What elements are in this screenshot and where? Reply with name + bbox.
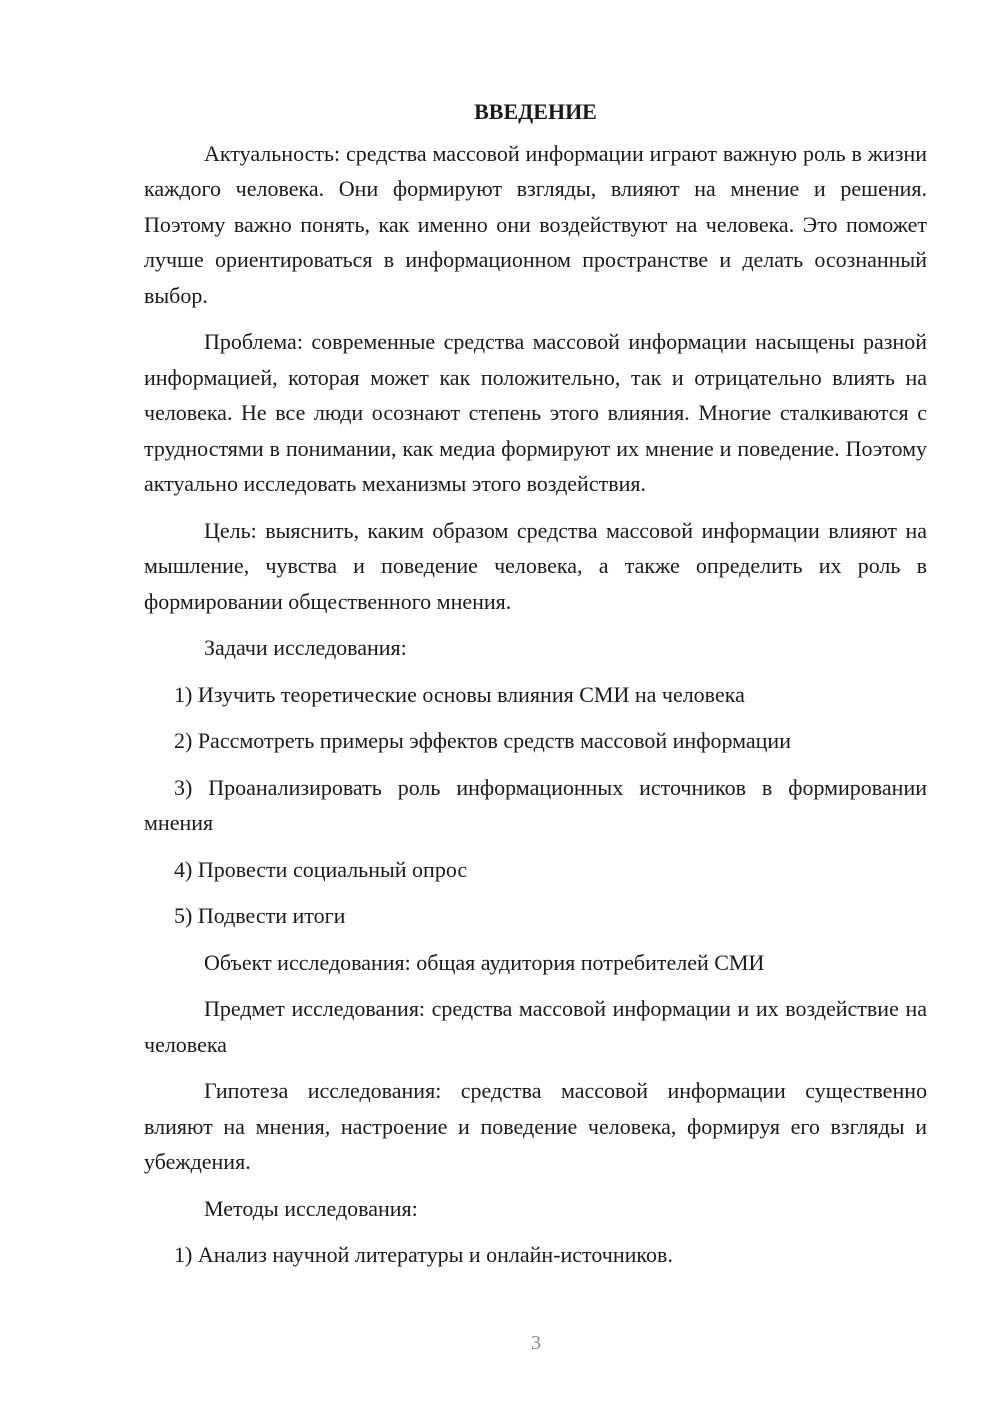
tasks-title: Задачи исследования: <box>204 635 407 660</box>
task-item-2: 2) Рассмотреть примеры эффектов средств массовой информации <box>174 728 791 753</box>
task-item-3: 3) Проанализировать роль информационных источников в формировании мнения <box>144 774 927 835</box>
task-item-1: 1) Изучить теоретические основы влияния СМИ на человека <box>174 681 745 707</box>
problem-paragraph: Проблема: современные средства массовой информации насыщены разной информацией, которая может как положительно, так и отрицательно влиять на человека. Не все люди осознают степень этого влияния. Многие сталкиваются с трудностями в понимании, как медиа формируют их мнение и поведение. Поэтому актуально исследовать механизмы этого воздействия. <box>144 329 927 496</box>
task-item-4: 4) Провести социальный опрос <box>174 856 468 882</box>
page-number: 3 <box>531 1332 541 1354</box>
page-title: ВВЕДЕНИЕ <box>474 99 597 124</box>
subject-paragraph: Предмет исследования: средства массовой информации и их воздействие на человека <box>144 996 927 1057</box>
goal-paragraph: Цель: выяснить, каким образом средства массовой информации влияют на мышление, чувства и поведение человека, а также определить их роль в формировании общественного мнения. <box>144 517 927 614</box>
relevance-paragraph: Актуальность: средства массовой информации играют важную роль в жизни каждого человека. Они формируют взгляды, влияют на мнение и решения. Поэтому важно понять, как именно они воздействуют на человека. Это поможет лучше ориентироваться в информационном пространстве и делать осознанный выбор. <box>144 140 927 308</box>
hypothesis-paragraph: Гипотеза исследования: средства массовой информации существенно влияют на мнения, настроение и поведение человека, формируя его взгляды и убеждения. <box>144 1078 927 1174</box>
page-content <box>144 94 927 1284</box>
method-item-1: 1) Анализ научной литературы и онлайн-источников. <box>174 1242 673 1267</box>
methods-title: Методы исследования: <box>204 1195 418 1221</box>
task-item-5: 5) Подвести итоги <box>174 903 346 928</box>
object-paragraph: Объект исследования: общая аудитория потребителей СМИ <box>204 949 765 975</box>
